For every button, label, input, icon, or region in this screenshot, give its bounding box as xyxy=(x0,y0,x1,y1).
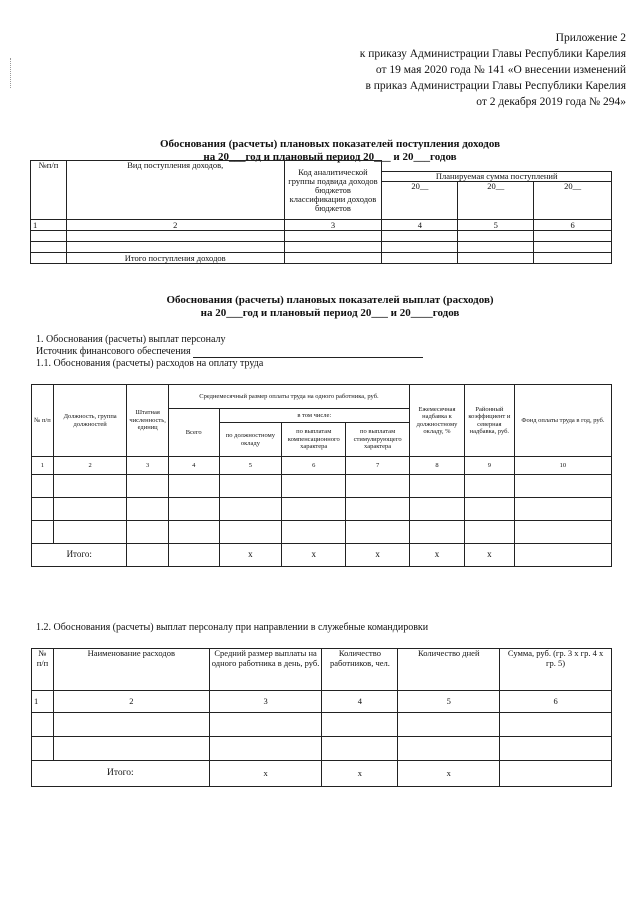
table-row xyxy=(31,231,612,242)
table-cell: 4 xyxy=(168,457,219,475)
table-cell: 6 xyxy=(282,457,346,475)
labor-col-staff: Штатная численность, единиц xyxy=(127,385,168,457)
header-line-1: Приложение 2 xyxy=(555,32,626,44)
table-cell: 1 xyxy=(31,220,67,231)
labor-col-comp: по выплатам компенсационного характера xyxy=(282,423,346,457)
trips-x-cell: x xyxy=(322,761,398,787)
labor-col-position: Должность, группа должностей xyxy=(53,385,127,457)
income-total-label: Итого поступления доходов xyxy=(66,253,284,264)
header-line-4: в приказ Администрации Главы Республики Карелия xyxy=(365,80,626,92)
table-row xyxy=(32,475,612,498)
labor-col-stim: по выплатам стимулирующего характера xyxy=(346,423,410,457)
labor-col-total: Всего xyxy=(168,409,219,457)
expense-title-line-2: на 20___год и плановый период 20___ и 20____годов xyxy=(200,307,460,319)
table-cell: 5 xyxy=(458,220,534,231)
labor-col-region: Районный коэффициент и северная надбавка, руб. xyxy=(464,385,514,457)
header-line-2: к приказу Администрации Главы Республики Карелия xyxy=(359,48,626,60)
labor-total-label: Итого: xyxy=(32,544,127,567)
table-row xyxy=(32,713,612,737)
personnel-subtitle: 1. Обоснования (расчеты) выплат персоналу xyxy=(36,334,226,345)
labor-col-num: № п/п xyxy=(32,385,54,457)
labor-x-cell: x xyxy=(219,544,282,567)
labor-x-cell: x xyxy=(464,544,514,567)
trips-col-name: Наименование расходов xyxy=(53,649,209,691)
table-row xyxy=(31,242,612,253)
expense-title xyxy=(80,294,580,320)
income-col-code: Код аналитической группы подвида доходов бюджетов классификации доходов бюджетов xyxy=(284,161,382,220)
income-title-line-2: на 20___год и плановый период 20___ и 20___годов xyxy=(203,151,457,163)
table-cell: 1 xyxy=(32,457,54,475)
income-col-planned: Планируемая сумма поступлений xyxy=(382,172,612,182)
trips-col-count: Количество работников, чел. xyxy=(322,649,398,691)
funding-source-field[interactable] xyxy=(193,347,423,358)
header-line-3: от 19 мая 2020 года № 141 «О внесении изменений xyxy=(375,64,626,76)
table-cell: 2 xyxy=(53,457,127,475)
table-cell: 4 xyxy=(382,220,458,231)
table-cell: 3 xyxy=(284,220,382,231)
trips-col-num: № п/п xyxy=(32,649,54,691)
funding-source-row xyxy=(36,346,423,358)
income-year-3: 20__ xyxy=(534,182,612,220)
labor-col-fund: Фонд оплаты труда в год, руб. xyxy=(514,385,611,457)
trips-x-cell: x xyxy=(209,761,322,787)
table-cell: 8 xyxy=(410,457,465,475)
labor-x-cell: x xyxy=(282,544,346,567)
labor-col-incl: в том числе: xyxy=(219,409,410,423)
income-col-num: №п/п xyxy=(31,161,67,220)
table-row xyxy=(32,737,612,761)
income-total-row xyxy=(31,253,612,264)
trips-x-cell: x xyxy=(398,761,500,787)
labor-num-row xyxy=(32,457,612,475)
trips-num-row xyxy=(32,691,612,713)
labor-subtitle: 1.1. Обоснования (расчеты) расходов на оплату труда xyxy=(36,358,264,369)
scan-margin-mark xyxy=(10,58,17,88)
labor-col-salary: по должностному окладу xyxy=(219,423,282,457)
table-cell: 1 xyxy=(32,691,54,713)
income-table xyxy=(30,160,612,264)
labor-x-cell: x xyxy=(410,544,465,567)
trips-col-days: Количество дней xyxy=(398,649,500,691)
table-cell: 9 xyxy=(464,457,514,475)
table-row xyxy=(32,498,612,521)
table-cell: 10 xyxy=(514,457,611,475)
table-cell: 5 xyxy=(398,691,500,713)
table-cell: 3 xyxy=(209,691,322,713)
header-line-5: от 2 декабря 2019 года № 294» xyxy=(476,96,626,108)
trips-total-row xyxy=(32,761,612,787)
trips-col-avg: Средний размер выплаты на одного работника в день, руб. xyxy=(209,649,322,691)
trips-table xyxy=(31,648,612,787)
table-cell: 5 xyxy=(219,457,282,475)
income-col-kind: Вид поступления доходов, xyxy=(66,161,284,220)
table-cell: 2 xyxy=(53,691,209,713)
income-num-row xyxy=(31,220,612,231)
appendix-header xyxy=(266,30,626,110)
labor-table xyxy=(31,384,612,567)
funding-source-label: Источник финансового обеспечения xyxy=(36,346,191,357)
labor-x-cell: x xyxy=(346,544,410,567)
trips-total-label: Итого: xyxy=(32,761,210,787)
expense-title-line-1: Обоснования (расчеты) плановых показателей выплат (расходов) xyxy=(166,294,494,306)
income-year-1: 20__ xyxy=(382,182,458,220)
labor-total-row xyxy=(32,544,612,567)
table-cell: 6 xyxy=(500,691,612,713)
trips-subtitle: 1.2. Обоснования (расчеты) выплат персоналу при направлении в служебные командировки xyxy=(36,622,429,633)
table-cell: 2 xyxy=(66,220,284,231)
income-title-line-1: Обоснования (расчеты) плановых показателей поступления доходов xyxy=(159,138,501,150)
table-cell: 4 xyxy=(322,691,398,713)
trips-col-sum: Сумма, руб. (гр. 3 x гр. 4 x гр. 5) xyxy=(500,649,612,691)
table-cell: 7 xyxy=(346,457,410,475)
table-row xyxy=(32,521,612,544)
income-year-2: 20__ xyxy=(458,182,534,220)
labor-col-bonus: Ежемесячная надбавка к должностному окладу, % xyxy=(410,385,465,457)
table-cell: 3 xyxy=(127,457,168,475)
table-cell: 6 xyxy=(534,220,612,231)
labor-col-avg: Среднемесячный размер оплаты труда на одного работника, руб. xyxy=(168,385,409,409)
